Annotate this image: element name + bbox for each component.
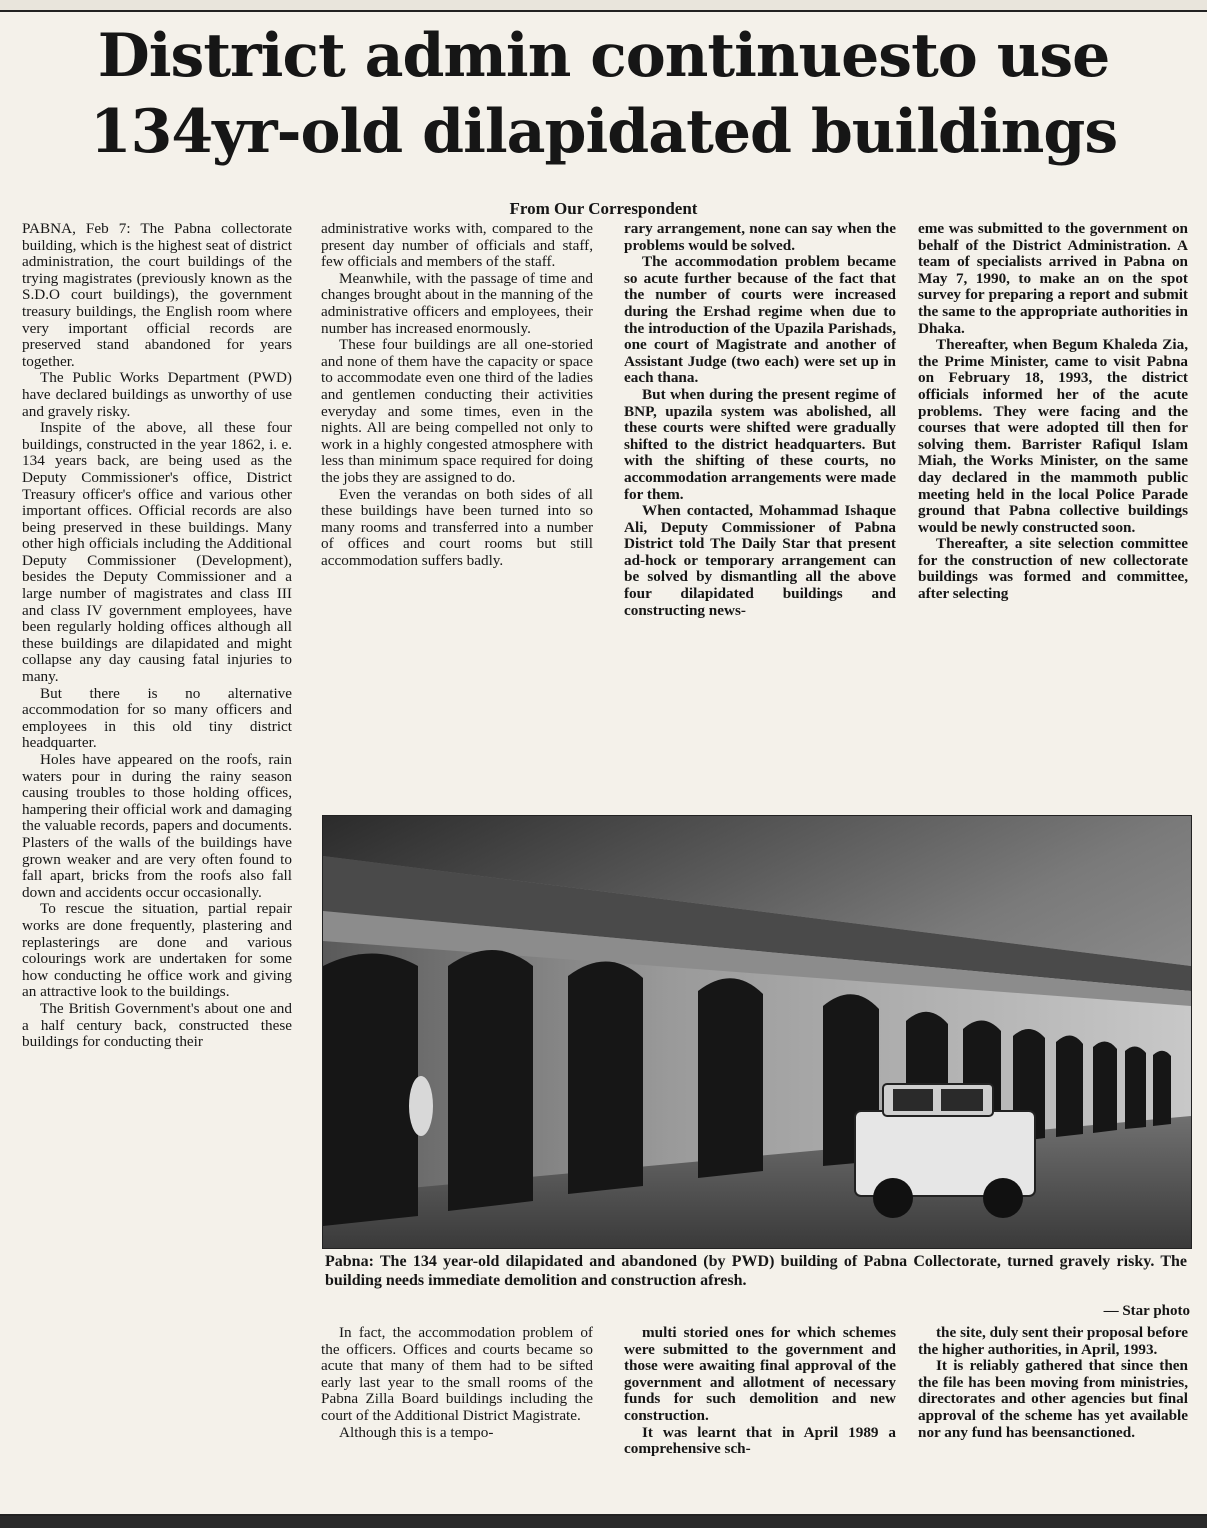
paragraph: administrative works with, compared to the present day number of officials and staff, few officials and members of the staff.	[321, 221, 593, 271]
headline-line-2: 134yr-old dilapidated buildings	[89, 97, 1118, 167]
article-column-3	[624, 221, 896, 801]
article-column-3-continued	[624, 1325, 896, 1513]
paragraph: In fact, the accommodation problem of the officers. Offices and courts became so acute that many of them had to be sifted early last year to the small rooms of the Pabna Zilla Board buildings including the court of the Additional District Magistrate.	[321, 1325, 593, 1424]
paragraph: Inspite of the above, all these four buildings, constructed in the year 1862, i. e. 134 years back, are being used as the Deputy Commissioner's office, District Treasury officer's office and various other important offices. Official records are also being preserved in these buildings. Many other high officials including the Additional Deputy Commissioner (Development), besides the Deputy Commissioner and a large number of magistrates and class III and class IV government employees, have been regularly holding offices although all these buildings are dilapidated and might collapse any day causing fatal injuries to many.	[22, 419, 292, 686]
paragraph: Although this is a tempo-	[339, 1423, 494, 1441]
paragraph: Even the verandas on both sides of all these buildings have been turned into so many rooms and transferred into a number of offices and court rooms but still accommodation suffers badly.	[321, 485, 593, 569]
paragraph: rary arrangement, none can say when the problems would be solved.	[624, 221, 896, 254]
paragraph: Meanwhile, with the passage of time and changes brought about in the manning of the administrative officers and employees, their number has increased enormously.	[321, 269, 593, 337]
news-photo	[322, 815, 1192, 1249]
paragraph: The Public Works Department (PWD) have declared buildings as unworthy of use and gravely risky.	[22, 369, 292, 420]
headline-line-1: District admin continuesto use	[97, 21, 1110, 91]
paragraph: It was learnt that in April 1989 a comprehensive sch-	[624, 1423, 896, 1458]
paragraph: The British Government's about one and a half century back, constructed these buildings for conducting their	[22, 999, 292, 1051]
paragraph: eme was submitted to the government on behalf of the District Administration. A team of specialists arrived in Pabna on May 7, 1990, to make an on the spot survey for preparing a report and submit the same to the appropriate authorities in Dhaka.	[918, 221, 1188, 337]
article-column-4	[918, 221, 1188, 801]
paragraph: But when during the present regime of BNP, upazila system was abolished, all these courts were shifted were gradually shifted to the district headquarters. But with the shifting of these courts, no accommodation arrangements were made for them.	[624, 385, 896, 503]
paragraph: the site, duly sent their proposal before the higher authorities, in April, 1993.	[918, 1325, 1188, 1358]
paragraph: These four buildings are all one-storied and none of them have the capacity or space to accommodate even one third of the ladies and gentlemen conducting their activities everyday and some times, even in the nights. All are being compelled not only to work in a highly congested atmosphere with less than minimum space required for doing the jobs they are assigned to do.	[321, 336, 593, 486]
photo-credit: — Star photo	[1103, 1303, 1190, 1319]
article-column-2-continued	[321, 1325, 593, 1513]
paragraph: Thereafter, a site selection committee for the construction of new collectorate buildings was formed and committee, after selecting	[918, 535, 1188, 603]
paragraph: PABNA, Feb 7: The Pabna collectorate building, which is the highest seat of district administration, the court buildings of the trying magistrates (previously known as the S.D.O court buildings), the government treasury buildings, the English room where very important official records are preserved stand abandoned for years together.	[22, 221, 292, 370]
article-column-1	[22, 221, 292, 1513]
paragraph: When contacted, Mohammad Ishaque Ali, Deputy Commissioner of Pabna District told The Daily Star that present ad-hock or temporary arrangement can be solved by dismantling all the above four dilapidated buildings and constructing news-	[624, 502, 896, 619]
top-rule	[0, 0, 1207, 12]
article-column-2	[321, 221, 593, 801]
photo-caption: Pabna: The 134 year-old dilapidated and abandoned (by PWD) building of Pabna Collectorate, turned gravely risky. The building needs immediate demolition and construction afresh.	[325, 1253, 1187, 1289]
collectorate-building-image	[323, 816, 1191, 1248]
paragraph: To rescue the situation, partial repair works are done frequently, plastering and replasterings are done and various colourings work are undertaken for some how conducting he office work and giving an attractive look to the buildings.	[22, 900, 292, 1001]
paragraph: The accommodation problem became so acute further because of the fact that the number of courts were increased during the Ershad regime when due to the introduction of the Upazila Parishads, one court of Magistrate and another of Assistant Judge (two each) were set up in each thana.	[624, 253, 896, 387]
paragraph: Holes have appeared on the roofs, rain waters pour in during the rainy season causing troubles to those holding offices, hampering their official work and damaging the valuable records, papers and documents. Plasters of the walls of the buildings have grown weaker and are very often found to fall apart, bricks from the roofs also fall down and accidents occur occasionally.	[22, 751, 292, 901]
article-column-4-continued	[918, 1325, 1188, 1513]
paragraph: It is reliably gathered that since then the file has been moving from ministries, directorates and other agencies but final approval of the scheme has yet available nor any fund has beensanctioned.	[918, 1357, 1188, 1441]
paragraph: But there is no alternative accommodation for so many officers and employees in this old tiny district headquarter.	[22, 684, 292, 752]
paragraph: multi storied ones for which schemes were submitted to the government and those were awaiting final approval of the government and allotment of necessary funds for such demolition and new construction.	[624, 1325, 896, 1424]
paragraph: Thereafter, when Begum Khaleda Zia, the Prime Minister, came to visit Pabna on February 18, 1993, the district officials informed her of the acute problems. They were facing and the courses that were adopted till then for solving them. Barrister Rafiqul Islam Miah, the Works Minister, on the same day declared in the mammoth public meeting held in the local Police Parade ground that Pabna collective buildings would be newly constructed soon.	[918, 336, 1188, 536]
headline	[0, 18, 1207, 170]
byline: From Our Correspondent	[509, 199, 698, 218]
